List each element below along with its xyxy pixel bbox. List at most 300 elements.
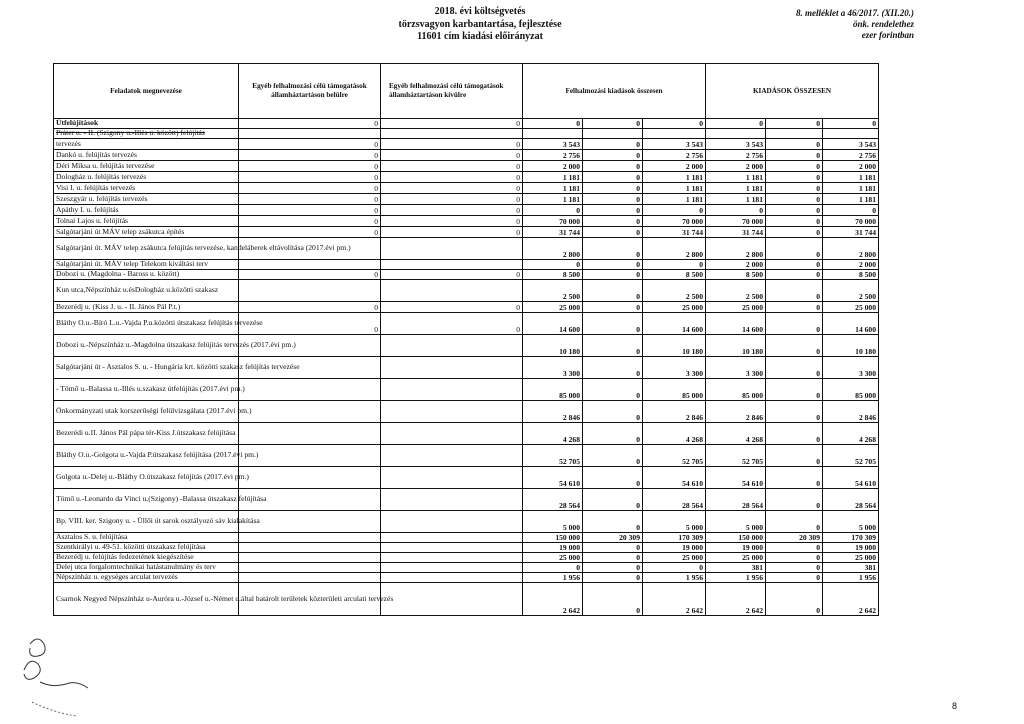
table-row [54, 238, 879, 260]
amount-cell: 0 [583, 260, 643, 270]
amount-cell: 0 [583, 379, 643, 401]
task-name: Bláthy O.u.-Bíró L.u.-Vajda P.u.közötti útszakasz felújítás tervezése [54, 313, 239, 335]
amount-cell: 19 000 [523, 543, 583, 553]
amount-cell: 0 [583, 543, 643, 553]
table-body [54, 119, 879, 616]
amount-cell: 0 [583, 573, 643, 583]
amount-cell: 2 000 [823, 161, 879, 172]
amount-cell: 2 756 [823, 150, 879, 161]
amount-cell: 0 [766, 227, 823, 238]
amount-cell: 2 000 [823, 260, 879, 270]
task-name: Delej utca forgalomtechnikai hatástanulmány és terv [54, 563, 239, 573]
amount-cell: 31 744 [706, 227, 766, 238]
amount-cell [381, 260, 523, 270]
table-row [54, 379, 879, 401]
table-row [54, 119, 879, 129]
amount-cell: 0 [583, 313, 643, 335]
amount-cell: 10 180 [643, 335, 706, 357]
amount-cell: 14 600 [706, 313, 766, 335]
amount-cell: 4 268 [523, 423, 583, 445]
amount-cell: 0 [766, 357, 823, 379]
table-row [54, 335, 879, 357]
amount-cell: 3 300 [706, 357, 766, 379]
amount-cell: 2 642 [643, 583, 706, 616]
amount-cell: 0 [583, 423, 643, 445]
task-name: Bezerédi u.II. János Pál pápa tér-Kiss J.útszakasz felújítása [54, 423, 239, 445]
amount-cell: 0 [239, 194, 381, 205]
table-row [54, 511, 879, 533]
amount-cell: 0 [523, 563, 583, 573]
task-name: Dankó u. felújítás tervezés [54, 150, 239, 161]
amount-cell [239, 129, 381, 139]
amount-cell: 0 [823, 205, 879, 216]
task-name: Bezerédj u. (Kiss J. u. - II. János Pál P.t.) [54, 302, 239, 313]
amount-cell: 10 180 [523, 335, 583, 357]
amount-cell: 28 564 [823, 489, 879, 511]
amount-cell: 0 [643, 260, 706, 270]
annex-line-3: ezer forintban [861, 30, 914, 40]
amount-cell: 4 268 [823, 423, 879, 445]
annex-reference [754, 8, 914, 41]
amount-cell: 0 [239, 313, 381, 335]
amount-cell: 0 [583, 172, 643, 183]
amount-cell [239, 467, 381, 489]
amount-cell: 0 [381, 302, 523, 313]
amount-cell: 1 181 [643, 194, 706, 205]
amount-cell: 1 181 [523, 194, 583, 205]
amount-cell [381, 467, 523, 489]
amount-cell: 0 [239, 227, 381, 238]
amount-cell: 4 268 [706, 423, 766, 445]
amount-cell: 381 [706, 563, 766, 573]
amount-cell [381, 489, 523, 511]
amount-cell: 0 [239, 150, 381, 161]
amount-cell: 0 [381, 183, 523, 194]
amount-cell: 3 300 [823, 357, 879, 379]
amount-cell [239, 260, 381, 270]
amount-cell: 0 [239, 216, 381, 227]
amount-cell: 0 [766, 563, 823, 573]
amount-cell: 2 000 [706, 260, 766, 270]
amount-cell: 0 [381, 172, 523, 183]
amount-cell: 0 [523, 260, 583, 270]
amount-cell [706, 129, 766, 139]
amount-cell: 25 000 [706, 553, 766, 563]
task-name: Önkormányzati utak korszerűségi felülvizsgálata (2017.évi pm.) [54, 401, 239, 423]
amount-cell: 170 309 [823, 533, 879, 543]
table-row [54, 423, 879, 445]
col-header-grant-outside: Egyéb felhalmozási célú támogatások államháztartáson kívülre [381, 64, 523, 119]
amount-cell: 0 [766, 302, 823, 313]
amount-cell: 0 [583, 335, 643, 357]
table-row [54, 445, 879, 467]
amount-cell: 19 000 [706, 543, 766, 553]
table-row [54, 563, 879, 573]
amount-cell: 0 [583, 489, 643, 511]
task-name: tervezés [54, 139, 239, 150]
amount-cell: 5 000 [706, 511, 766, 533]
amount-cell: 0 [766, 260, 823, 270]
amount-cell: 0 [583, 183, 643, 194]
task-name: Dologház u. felújítás tervezés [54, 172, 239, 183]
amount-cell: 0 [766, 270, 823, 280]
amount-cell [239, 445, 381, 467]
amount-cell: 2 500 [823, 280, 879, 302]
amount-cell: 0 [239, 139, 381, 150]
task-name: Salgótarjáni út - Asztalos S. u. - Hungária krt. közötti szakasz felújítás tervezése [54, 357, 239, 379]
amount-cell: 1 181 [523, 183, 583, 194]
amount-cell: 1 181 [706, 183, 766, 194]
amount-cell: 0 [583, 238, 643, 260]
amount-cell: 3 300 [523, 357, 583, 379]
amount-cell: 85 000 [823, 379, 879, 401]
amount-cell: 0 [239, 183, 381, 194]
amount-cell: 0 [766, 238, 823, 260]
header-row [54, 64, 879, 119]
task-name: Déri Miksa u. felújítás tervezése [54, 161, 239, 172]
amount-cell: 3 300 [643, 357, 706, 379]
amount-cell: 1 181 [523, 172, 583, 183]
amount-cell: 0 [583, 119, 643, 129]
amount-cell: 25 000 [706, 302, 766, 313]
amount-cell: 0 [583, 302, 643, 313]
amount-cell: 0 [583, 583, 643, 616]
table-row [54, 573, 879, 583]
amount-cell: 0 [381, 227, 523, 238]
amount-cell: 0 [381, 205, 523, 216]
amount-cell: 2 800 [706, 238, 766, 260]
amount-cell: 0 [583, 553, 643, 563]
table-row [54, 216, 879, 227]
amount-cell: 2 756 [706, 150, 766, 161]
amount-cell: 1 181 [823, 172, 879, 183]
amount-cell: 0 [583, 150, 643, 161]
amount-cell: 0 [766, 445, 823, 467]
handwritten-mark [18, 632, 138, 722]
task-name: Salgótarjáni út. MÁV telep zsákutca felújítás tervezése, kandeláberek eltávolítása (2017.évi pm.) [54, 238, 239, 260]
title-line-1: 2018. évi költségvetés [434, 6, 526, 17]
amount-cell: 0 [523, 205, 583, 216]
table-row [54, 194, 879, 205]
task-name: Bezerédj u. felújítás fedezetének kiegészítése [54, 553, 239, 563]
amount-cell: 10 180 [823, 335, 879, 357]
amount-cell: 1 181 [643, 183, 706, 194]
table-row [54, 302, 879, 313]
task-name: Tömő u.-Leonardo da Vinci u.(Szigony) -Balassa útszakasz felújítása [54, 489, 239, 511]
amount-cell: 1 956 [823, 573, 879, 583]
amount-cell: 0 [523, 119, 583, 129]
amount-cell: 0 [381, 313, 523, 335]
amount-cell: 170 309 [643, 533, 706, 543]
amount-cell [381, 533, 523, 543]
amount-cell [239, 423, 381, 445]
amount-cell: 0 [381, 119, 523, 129]
amount-cell: 1 181 [706, 172, 766, 183]
amount-cell: 0 [381, 216, 523, 227]
amount-cell: 0 [766, 401, 823, 423]
amount-cell [381, 357, 523, 379]
amount-cell: 0 [239, 161, 381, 172]
table-row [54, 270, 879, 280]
annex-line-2: önk. rendelethez [852, 19, 914, 29]
amount-cell: 0 [823, 119, 879, 129]
amount-cell: 0 [583, 205, 643, 216]
amount-cell: 28 564 [523, 489, 583, 511]
amount-cell: 0 [766, 216, 823, 227]
amount-cell [239, 553, 381, 563]
amount-cell [381, 583, 523, 616]
amount-cell: 28 564 [643, 489, 706, 511]
amount-cell: 2 500 [643, 280, 706, 302]
table-row [54, 280, 879, 302]
amount-cell: 25 000 [643, 553, 706, 563]
amount-cell: 54 610 [706, 467, 766, 489]
amount-cell: 25 000 [523, 302, 583, 313]
task-name: Bp. VIII. ker. Szigony u. - Üllői út sarok osztályozó sáv kialakítása [54, 511, 239, 533]
amount-cell: 2 800 [823, 238, 879, 260]
amount-cell: 1 181 [823, 194, 879, 205]
task-name: Bláthy O.u.-Golgota u.-Vajda P.útszakasz felújítása (2017.évi pm.) [54, 445, 239, 467]
task-name: Dobozi u.-Népszínház u.-Magdolna útszakasz felújítás tervezés (2017.évi pm.) [54, 335, 239, 357]
amount-cell: 0 [766, 150, 823, 161]
amount-cell: 2 756 [523, 150, 583, 161]
task-name: Práter u. - II. (Szigony u.-Illés u. között) felújítás [54, 129, 239, 139]
amount-cell: 0 [766, 573, 823, 583]
amount-cell: 2 000 [523, 161, 583, 172]
amount-cell: 54 610 [823, 467, 879, 489]
document-title [360, 6, 600, 44]
amount-cell: 0 [766, 583, 823, 616]
amount-cell: 1 181 [706, 194, 766, 205]
col-header-capital-total: Felhalmozási kiadások összesen [523, 64, 706, 119]
amount-cell [239, 533, 381, 543]
task-name: Asztalos S. u. felújítása [54, 533, 239, 543]
amount-cell: 0 [583, 139, 643, 150]
amount-cell: 2 642 [706, 583, 766, 616]
amount-cell: 3 543 [823, 139, 879, 150]
amount-cell: 150 000 [523, 533, 583, 543]
amount-cell: 25 000 [823, 553, 879, 563]
budget-table [53, 63, 879, 616]
amount-cell: 0 [239, 270, 381, 280]
amount-cell: 25 000 [823, 302, 879, 313]
amount-cell: 2 846 [823, 401, 879, 423]
amount-cell: 52 705 [706, 445, 766, 467]
amount-cell: 0 [583, 445, 643, 467]
amount-cell: 25 000 [643, 302, 706, 313]
amount-cell: 31 744 [643, 227, 706, 238]
amount-cell [766, 129, 823, 139]
amount-cell: 10 180 [706, 335, 766, 357]
amount-cell: 28 564 [706, 489, 766, 511]
amount-cell: 19 000 [823, 543, 879, 553]
amount-cell: 3 543 [706, 139, 766, 150]
amount-cell: 0 [766, 194, 823, 205]
amount-cell: 0 [643, 205, 706, 216]
amount-cell: 0 [583, 161, 643, 172]
col-header-grant-inside: Egyéb felhalmozási célú támogatások államháztartáson belülre [239, 64, 381, 119]
amount-cell: 20 309 [766, 533, 823, 543]
amount-cell: 1 956 [706, 573, 766, 583]
amount-cell: 0 [381, 139, 523, 150]
amount-cell: 0 [381, 150, 523, 161]
amount-cell: 2 500 [706, 280, 766, 302]
amount-cell: 0 [583, 194, 643, 205]
task-name: Tolnai Lajos u. felújítás [54, 216, 239, 227]
col-header-expenditure-total: KIADÁSOK ÖSSZESEN [706, 64, 879, 119]
amount-cell [381, 543, 523, 553]
amount-cell: 0 [766, 423, 823, 445]
amount-cell [381, 280, 523, 302]
title-line-3: 11601 cím kiadási előirányzat [417, 31, 543, 42]
amount-cell: 20 309 [583, 533, 643, 543]
amount-cell: 70 000 [643, 216, 706, 227]
amount-cell: 150 000 [706, 533, 766, 543]
amount-cell [381, 335, 523, 357]
amount-cell [381, 553, 523, 563]
table-row [54, 172, 879, 183]
amount-cell: 0 [239, 172, 381, 183]
table-row [54, 150, 879, 161]
annex-line-1: 8. melléklet a 46/2017. (XII.20.) [796, 8, 914, 18]
amount-cell: 0 [643, 119, 706, 129]
amount-cell: 5 000 [643, 511, 706, 533]
amount-cell [381, 563, 523, 573]
amount-cell: 0 [583, 511, 643, 533]
amount-cell [381, 511, 523, 533]
amount-cell: 2 642 [523, 583, 583, 616]
amount-cell: 85 000 [643, 379, 706, 401]
amount-cell: 381 [823, 563, 879, 573]
table-row [54, 161, 879, 172]
amount-cell [239, 573, 381, 583]
amount-cell: 2 800 [523, 238, 583, 260]
task-name: Salgótarjáni út. MÁV telep Telekom kiváltási terv [54, 260, 239, 270]
amount-cell [381, 573, 523, 583]
amount-cell [643, 129, 706, 139]
amount-cell: 0 [583, 227, 643, 238]
title-line-2: törzsvagyon karbantartása, fejlesztése [398, 18, 562, 30]
amount-cell: 8 500 [643, 270, 706, 280]
amount-cell: 1 956 [523, 573, 583, 583]
amount-cell: 0 [583, 270, 643, 280]
amount-cell: 0 [766, 553, 823, 563]
table-header [54, 64, 879, 119]
amount-cell: 0 [766, 379, 823, 401]
amount-cell: 0 [239, 302, 381, 313]
amount-cell [239, 379, 381, 401]
amount-cell: 0 [643, 563, 706, 573]
amount-cell: 0 [766, 172, 823, 183]
amount-cell [239, 280, 381, 302]
amount-cell: 0 [583, 467, 643, 489]
amount-cell: 31 744 [823, 227, 879, 238]
table-row [54, 533, 879, 543]
amount-cell: 70 000 [706, 216, 766, 227]
amount-cell: 70 000 [523, 216, 583, 227]
amount-cell: 25 000 [523, 553, 583, 563]
amount-cell: 5 000 [523, 511, 583, 533]
task-name: Salgótarjáni út MÁV telep zsákutca építés [54, 227, 239, 238]
amount-cell: 0 [766, 313, 823, 335]
amount-cell [523, 129, 583, 139]
amount-cell: 0 [583, 216, 643, 227]
amount-cell: 0 [706, 119, 766, 129]
amount-cell: 0 [766, 183, 823, 194]
table-row [54, 583, 879, 616]
table-row [54, 139, 879, 150]
amount-cell: 0 [583, 401, 643, 423]
amount-cell: 1 181 [823, 183, 879, 194]
amount-cell: 2 756 [643, 150, 706, 161]
amount-cell [381, 401, 523, 423]
amount-cell [381, 423, 523, 445]
table-row [54, 467, 879, 489]
amount-cell: 5 000 [823, 511, 879, 533]
amount-cell: 54 610 [643, 467, 706, 489]
amount-cell: 0 [766, 511, 823, 533]
task-name: - Tömő u.-Balassa u.-Illés u.szakasz útfelújítás (2017.évi pm.) [54, 379, 239, 401]
amount-cell: 0 [766, 161, 823, 172]
amount-cell [583, 129, 643, 139]
task-name: Dobozi u. (Magdolna - Baross u. között) [54, 270, 239, 280]
task-name: Golgota u.-Delej u.-Bláthy O.útszakasz felújítás (2017.évi pm.) [54, 467, 239, 489]
amount-cell: 2 000 [643, 161, 706, 172]
amount-cell [381, 379, 523, 401]
amount-cell: 1 181 [643, 172, 706, 183]
amount-cell: 0 [381, 270, 523, 280]
amount-cell [823, 129, 879, 139]
amount-cell [239, 563, 381, 573]
amount-cell: 0 [239, 119, 381, 129]
amount-cell: 2 846 [523, 401, 583, 423]
amount-cell: 0 [766, 335, 823, 357]
amount-cell: 0 [766, 467, 823, 489]
amount-cell: 0 [583, 280, 643, 302]
amount-cell: 0 [766, 543, 823, 553]
task-name: Visi I. u. felújítás tervezés [54, 183, 239, 194]
amount-cell: 8 500 [523, 270, 583, 280]
task-name: Népszínház u. egységes arculat tervezés [54, 573, 239, 583]
amount-cell: 0 [381, 194, 523, 205]
amount-cell: 70 000 [823, 216, 879, 227]
amount-cell [381, 445, 523, 467]
table-row [54, 489, 879, 511]
table-row [54, 227, 879, 238]
amount-cell: 8 500 [823, 270, 879, 280]
amount-cell: 0 [766, 280, 823, 302]
table-row [54, 553, 879, 563]
amount-cell: 54 610 [523, 467, 583, 489]
amount-cell: 4 268 [643, 423, 706, 445]
amount-cell: 2 000 [706, 161, 766, 172]
amount-cell: 14 600 [523, 313, 583, 335]
amount-cell: 14 600 [823, 313, 879, 335]
amount-cell: 85 000 [706, 379, 766, 401]
table-row [54, 313, 879, 335]
amount-cell: 19 000 [643, 543, 706, 553]
task-name: Szeszgyár u. felújítás tervezés [54, 194, 239, 205]
task-name: Apáthy I. u. felújítás [54, 205, 239, 216]
table-row [54, 129, 879, 139]
amount-cell: 0 [239, 205, 381, 216]
page-number: 8 [952, 701, 958, 711]
amount-cell [381, 238, 523, 260]
table-row [54, 260, 879, 270]
amount-cell: 2 846 [643, 401, 706, 423]
amount-cell: 0 [766, 119, 823, 129]
task-name: Szentkirályi u. 49-51. közötti útszakasz felújítása [54, 543, 239, 553]
